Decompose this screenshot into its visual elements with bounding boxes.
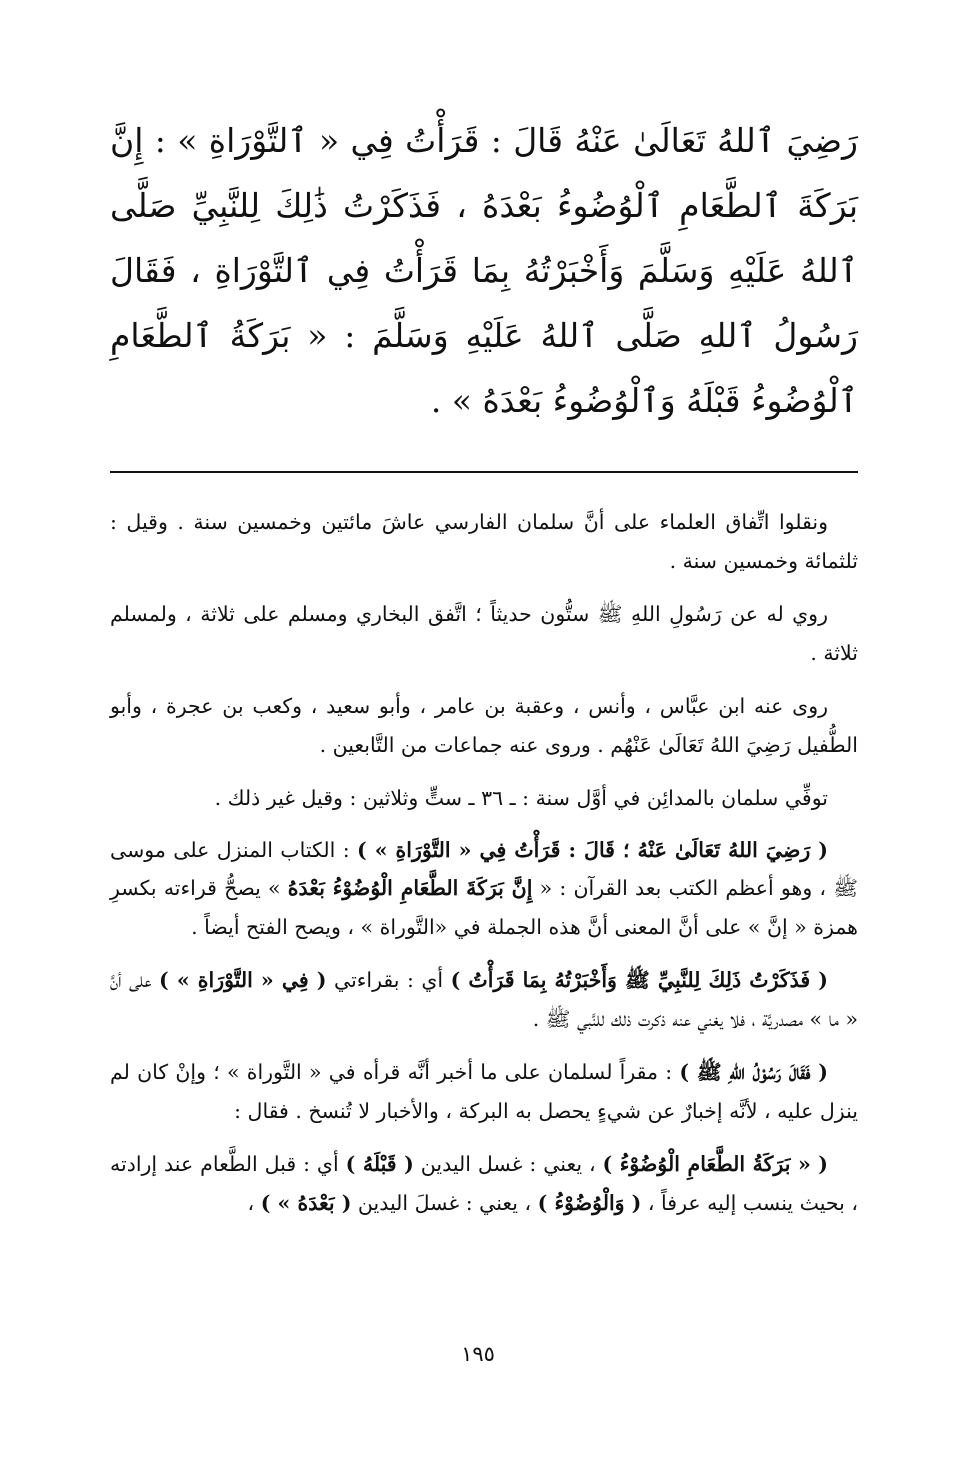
lemma: ( رَضِيَ اللهُ تَعَالَىٰ عَنْهُ ؛ قَالَ : قَرَأْتُ فِي « التَّوْرَاةِ » )	[357, 837, 828, 862]
commentary-paragraph	[110, 831, 858, 947]
commentary-text: ، يعني : غسلَ اليدين	[351, 1190, 538, 1215]
commentary-text: » يصحُّ قراءته بكسرِ همزة « إنَّ » على أنَّ المعنى أنَّ هذه الجملة في «التَّوراة » ، ويصح الفتح أيضاً .	[110, 876, 858, 939]
commentary-text: ، يعني : غسل اليدين	[413, 1152, 603, 1176]
lemma: ( بَعْدَهُ » )	[260, 1190, 352, 1215]
commentary-paragraph	[110, 961, 858, 1038]
lemma: ( « بَرَكَةُ الطَّعَامِ الْوُضُوْءُ )	[602, 1152, 829, 1176]
commentary-text: : مقراً لسلمان على ما أخبر أنَّه قرأه في « التَّوراة » ؛ وإنْ كان لم ينزل عليه ، لأنَّه إخبارٌ عن شيءٍ يحصل به البركة ، والأخبار لا تُنسخ . فقال :	[110, 1060, 858, 1123]
lemma: إِنَّ بَرَكَةَ الطَّعَامِ الْوُضُوْءُ بَعْدَهُ	[287, 876, 533, 900]
commentary-paragraph: روي له عن رَسُولِ اللهِ ﷺ ستُّون حديثاً ؛ اتَّفق البخاري ومسلم على ثلاثة ، ولمسلم ثلاثة .	[110, 602, 858, 665]
lemma: ( فِي « التَّوْرَاةِ » )	[159, 968, 327, 992]
commentary-text: ،	[247, 1190, 261, 1215]
commentary-text: أي : قبل الطَّعام عند إرادته ، بحيث ينسب إليه عرفاً ،	[110, 1152, 858, 1215]
commentary-paragraph	[110, 1145, 858, 1222]
commentary-paragraph: روى عنه ابن عبَّاس ، وأنس ، وعقبة بن عامر ، وأبو سعيد ، وكعب بن عجرة ، وأبو الطُّفيل رَضِيَ اللهُ تَعَالَىٰ عَنْهُم . وروى عنه جماعات من التَّابعين .	[110, 694, 858, 757]
hadith-text: رَضِيَ ٱللهُ تَعَالَىٰ عَنْهُ قَالَ : قَرَأْتُ فِي « ٱلتَّوْرَاةِ » : إِنَّ بَرَكَةَ ٱلطَّعَامِ ٱلْوُضُوءُ بَعْدَهُ ، فَذَكَرْتُ ذَٰلِكَ لِلنَّبِيِّ صَلَّى ٱللهُ عَلَيْهِ وَسَلَّمَ وَأَخْبَرْتُهُ بِمَا قَرَأْتُ فِي ٱلتَّوْرَاةِ ، فَقَالَ رَسُولُ ٱللهِ صَلَّى ٱللهُ عَلَيْهِ وَسَلَّمَ : « بَرَكَةُ ٱلطَّعَامِ ٱلْوُضُوءُ قَبْلَهُ وَٱلْوُضُوءُ بَعْدَهُ » .	[110, 121, 858, 420]
commentary-text: على أنَّ « ما » مصدريَّة ، فلا يغني عنه ذكرت ذلك للنَّبي ﷺ .	[110, 968, 858, 1031]
commentary-paragraph: ونقلوا اتِّفاق العلماء على أنَّ سلمان الفارسي عاشَ مائتين وخمسين سنة . وقيل : ثلثمائة وخمسين سنة .	[110, 510, 858, 573]
page-body	[110, 108, 858, 1237]
commentary-paragraph	[110, 1053, 858, 1130]
commentary-text: أي : بقراءتي	[326, 968, 451, 992]
lemma: ( فَقَالَ رَسُوْلُ اللهِ ﷺ )	[679, 1060, 828, 1084]
commentary-text: : الكتاب المنزل على موسى ﷺ ، وهو أعظم الكتب بعد القرآن : «	[110, 837, 858, 900]
commentary-paragraph: توفِّي سلمان بالمدائِن في أوَّل سنة : ـ ٣٦ ـ ستٍّ وثلاثين : وقيل غير ذلك .	[214, 786, 828, 810]
lemma: ( قَبْلَهُ )	[345, 1152, 414, 1176]
lemma: ( فَذَكَرْتُ ذَلِكَ لِلنَّبِيِّ ﷺ وَأَخْبَرْتُهُ بِمَا قَرَأْتُ )	[450, 968, 828, 992]
page-number: ١٩٥	[461, 1342, 495, 1366]
commentary-section	[110, 503, 858, 1222]
footnote-divider	[110, 471, 858, 473]
lemma: ( وَالْوُضُوْءُ )	[537, 1190, 642, 1215]
